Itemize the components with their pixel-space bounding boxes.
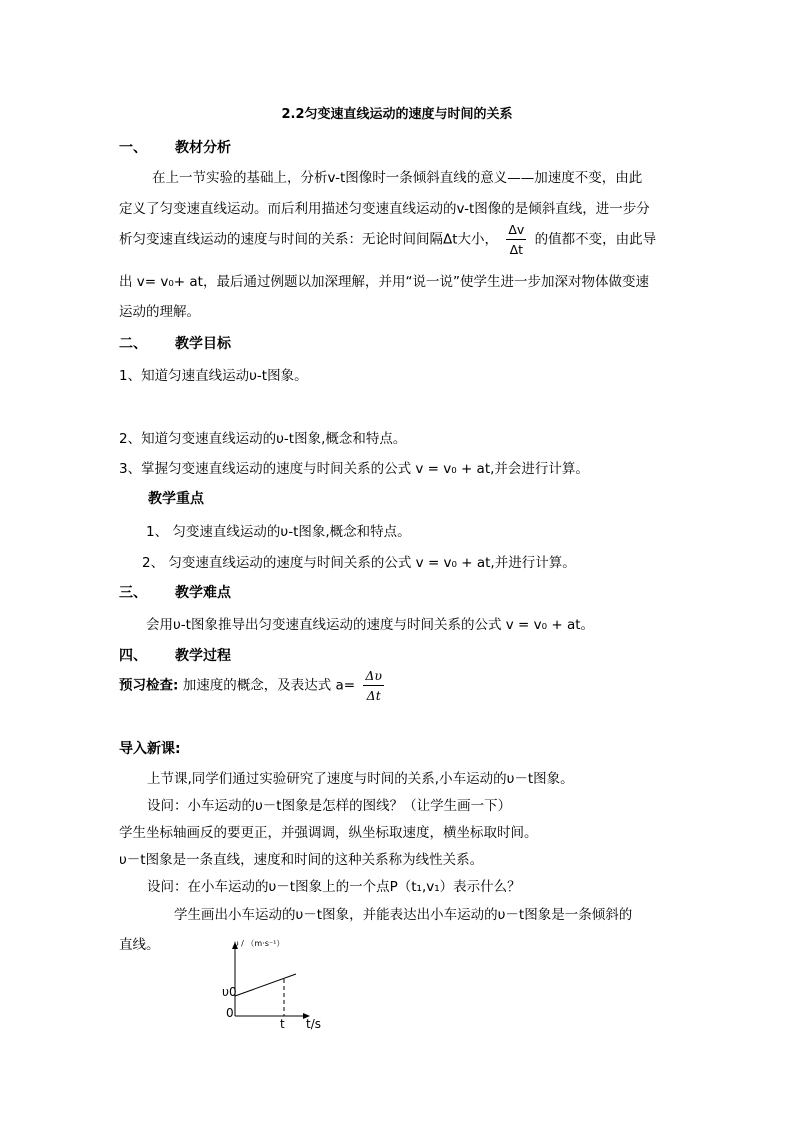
preview-text: 加速度的概念，及表达式 a= [182,677,356,694]
goal-item: 2、知道匀变速直线运动的υ-t图象,概念和特点。 [119,431,407,447]
preview-check-line [119,668,388,703]
keypoints-heading: 教学重点 [148,491,204,507]
t-label: t [280,1017,285,1031]
paragraph-line-with-fraction [119,222,656,257]
intro-line: 学生画出小车运动的υ－t图象，并能表达出小车运动的υ－t图象是一条倾斜的 [174,907,633,923]
paragraph-text: 的值都不变，由此导 [534,231,657,248]
intro-line: 上节课,同学们通过实验研究了速度与时间的关系,小车运动的υ－t图象。 [147,771,574,787]
paragraph-line: 定义了匀变速直线运动。而后利用描述匀变速直线运动的v-t图像的是倾斜直线，进一步分 [119,201,650,217]
fraction-numerator: Δv [508,222,525,237]
v0-label: υ0 [222,985,237,999]
section-heading-3 [119,582,231,602]
section-heading-4 [119,645,231,665]
fraction-denominator: Δt [366,688,381,703]
fraction-bar [506,239,526,240]
intro-line: 设问：小车运动的υ－t图象是怎样的图线？（让学生画一下） [147,798,512,814]
fraction-numerator: Δυ [365,668,383,683]
intro-line: υ－t图象是一条直线，速度和时间的这种关系称为线性关系。 [119,852,484,868]
goal-item: 3、掌握匀变速直线运动的速度与时间关系的公式 v = v₀ + at,并会进行计算。 [119,461,589,477]
keypoint-item: 1、 匀变速直线运动的υ-t图象,概念和特点。 [146,524,411,540]
velocity-time-graph [210,938,340,1033]
section-number: 三、 [119,585,147,601]
fraction-bar [363,685,384,686]
section-number: 二、 [119,336,147,352]
fraction-delta-v-delta-t [506,222,526,257]
section-number: 四、 [119,648,147,664]
section-label: 教学难点 [175,585,231,601]
intro-line: 直线。 [119,937,160,953]
section-heading-1 [119,137,231,157]
intro-line: 设问：在小车运动的υ－t图象上的一个点P（t₁,v₁）表示什么？ [147,879,521,895]
goal-item: 1、知道匀速直线运动υ-t图象。 [119,368,308,384]
section-label: 教学目标 [175,336,231,352]
paragraph-line: 出 v= v₀+ at，最后通过例题以加深理解，并用“说一说”使学生进一步加深对物体做变速 [119,274,649,290]
intro-line: 学生坐标轴画反的要更正，并强调调，纵坐标取速度，横坐标取时间。 [119,825,538,841]
fraction-denominator: Δt [509,242,524,257]
section-label: 教学过程 [175,648,231,664]
paragraph-text: 析匀变速直线运动的速度与时间的关系：无论时间间隔Δt大小， [119,231,499,248]
document-title: 2.2匀变速直线运动的速度与时间的关系 [281,107,513,122]
section-label: 教材分析 [175,140,231,156]
preview-label: 预习检查: [119,677,179,694]
difficulty-text: 会用υ-t图象推导出匀变速直线运动的速度与时间关系的公式 v = v₀ + at。 [146,617,595,633]
paragraph-line: 运动的理解。 [119,304,200,320]
paragraph-line: 在上一节实验的基础上，分析v-t图像时一条倾斜直线的意义——加速度不变，由此 [152,170,643,186]
velocity-line [235,974,296,996]
section-heading-2 [119,333,231,353]
x-axis-label: t/s [306,1017,321,1031]
intro-heading: 导入新课: [119,741,181,757]
y-axis-label: υ / （m·s⁻¹） [234,939,285,948]
keypoint-item: 2、 匀变速直线运动的速度与时间关系的公式 v = v₀ + at,并进行计算。 [142,555,576,571]
fraction-delta-u-delta-t [363,668,384,703]
section-number: 一、 [119,140,147,156]
origin-label: 0 [226,1006,234,1020]
